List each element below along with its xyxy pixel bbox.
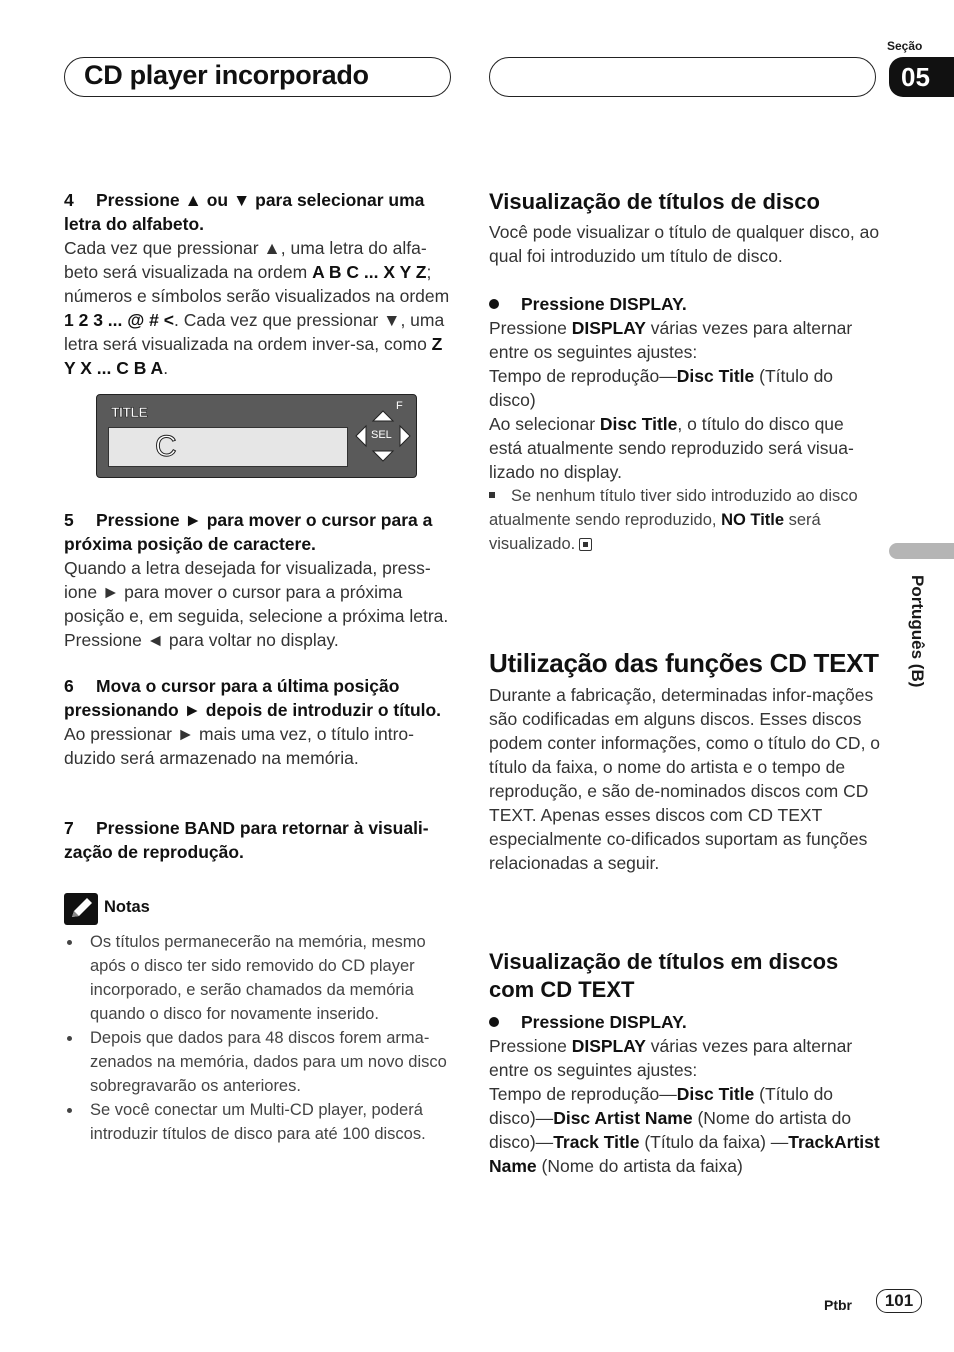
step-number: 6 [64, 676, 74, 696]
sequence-text: 1 2 3 ... @ # < [64, 310, 174, 330]
section-label: Seção [887, 39, 923, 53]
sequence-text: A B C ... X Y Z [312, 262, 427, 282]
text: várias vezes para alternar entre os seguintes ajustes: [489, 318, 853, 362]
text: (Título do disco) [489, 366, 834, 410]
page-number: 101 [876, 1289, 922, 1313]
section-note [489, 484, 881, 556]
end-mark-icon [579, 538, 592, 551]
step-number: 7 [64, 818, 74, 838]
section-heading: Utilização das funções CD TEXT [489, 648, 879, 678]
display-illustration [96, 394, 417, 478]
display-screen [108, 427, 348, 467]
display-cursor-char: C [155, 430, 177, 463]
section-heading: Visualização de títulos de disco [489, 189, 820, 214]
step-heading: Pressione ► para mover o cursor para a próxima posição de caractere. [64, 510, 433, 554]
step-text: . [163, 358, 169, 378]
list-item: Os títulos permanecerão na memória, mesmo após o disco ter sido removido do CD player incorporado, e serão chamados da memória quando o disco for novamente inserido. [64, 930, 456, 1026]
instruction-text: Pressione DISPLAY. [521, 1012, 687, 1032]
instruction-text: Pressione DISPLAY. [521, 294, 687, 314]
text: (Título da faixa) — [639, 1132, 789, 1152]
paragraph [489, 1082, 881, 1178]
step-text: Ao pressionar ► mais uma vez, o título intro-duzido será armazenado na memória. [64, 724, 414, 768]
text: (Nome do artista do disco)— [489, 1108, 852, 1152]
step-text: . Cada vez que pressionar ▼, uma letra será visualizada na ordem inver-sa, como [64, 310, 445, 354]
step-heading: Mova o cursor para a última posição pressionando ► depois de introduzir o título. [64, 676, 442, 720]
language-label: Português (B) [908, 575, 927, 688]
step-5 [64, 508, 454, 652]
notes-title: Notas [104, 898, 150, 916]
step-heading: Pressione ▲ ou ▼ para selecionar uma letra do alfabeto. [64, 190, 425, 234]
text: (Nome do artista da faixa) [536, 1156, 743, 1176]
emphasis: Disc Title [599, 414, 678, 434]
language-tab [889, 543, 954, 559]
step-7 [64, 816, 454, 864]
section-disc-titles [489, 188, 881, 556]
arrow-down-icon [373, 451, 393, 461]
section-cd-text-titles [489, 948, 881, 1178]
step-number: 5 [64, 510, 74, 530]
section-cd-text [489, 648, 881, 875]
notes-list [64, 930, 456, 1146]
step-number: 4 [64, 190, 74, 210]
step-text: Cada vez que pressionar ▲, uma letra do alfa-beto será visualizada na ordem [64, 238, 427, 282]
display-f-label: F [396, 400, 403, 412]
step-6 [64, 674, 454, 770]
text: Tempo de reprodução— [489, 1084, 677, 1104]
text: , o título do disco que está atualmente sendo reproduzido será visua-lizado no display. [489, 414, 854, 482]
section-number: 05 [889, 57, 954, 97]
emphasis: Track Title [553, 1132, 640, 1152]
text: será visualizado. [489, 511, 821, 553]
language-code: Ptbr [824, 1297, 852, 1313]
paragraph [489, 316, 881, 364]
note-pencil-icon [64, 893, 98, 925]
display-title-label: TITLE [111, 404, 148, 420]
display-sel-label: SEL [371, 429, 392, 441]
sequence-text: Z Y X ... C B A [64, 334, 443, 378]
emphasis: TrackArtist Name [489, 1132, 880, 1176]
arrow-left-icon [356, 426, 366, 446]
emphasis: Disc Title [676, 366, 755, 386]
bullet-icon [489, 1017, 499, 1027]
step-4 [64, 188, 454, 380]
text: (Título do disco)— [489, 1084, 834, 1128]
step-text: ; números e símbolos serão visualizados na ordem [64, 262, 450, 306]
text: Se nenhum título tiver sido introduzido ao disco atualmente sendo reproduzido, [489, 487, 858, 529]
section-heading: Visualização de títulos em discos com CD TEXT [489, 949, 839, 1002]
section-body: Durante a fabricação, determinadas infor-mações são codificadas em alguns discos. Esses discos podem conter informações, como o título do CD, o título da faixa, o nome do artista e o tempo de reprodução, e são de-nominados discos com CD TEXT. Apenas esses discos com CD TEXT especialmente co-dificados suportam as funções relacionadas a seguir. [489, 685, 881, 873]
step-text: Quando a letra desejada for visualizada, press-ione ► para mover o cursor para a próxima posição e, em seguida, selecione a próxima letra. Pressione ◄ para voltar no display. [64, 558, 449, 650]
page-title: CD player incorporado [84, 60, 369, 90]
emphasis: NO Title [721, 511, 785, 529]
square-bullet-icon [489, 492, 495, 498]
bullet-icon [489, 299, 499, 309]
paragraph [489, 412, 881, 484]
bullet-instruction [489, 292, 881, 316]
list-item: Se você conectar um Multi-CD player, poderá introduzir títulos de disco para até 100 discos. [64, 1098, 456, 1146]
text: Pressione [489, 1036, 572, 1056]
paragraph [489, 364, 881, 412]
text: Pressione [489, 318, 572, 338]
arrow-up-icon [373, 411, 393, 421]
emphasis: Disc Title [676, 1084, 755, 1104]
emphasis: DISPLAY [571, 1036, 646, 1056]
list-item: Depois que dados para 48 discos forem arma-zenados na memória, dados para um novo disco sobregravarão os anteriores. [64, 1026, 456, 1098]
emphasis: Disc Artist Name [553, 1108, 693, 1128]
text: várias vezes para alternar entre os seguintes ajustes: [489, 1036, 853, 1080]
emphasis: DISPLAY [571, 318, 646, 338]
section-intro: Você pode visualizar o título de qualquer disco, ao qual foi introduzido um título de disco. [489, 222, 880, 266]
arrow-right-icon [400, 426, 410, 446]
bullet-instruction [489, 1010, 881, 1034]
text: Tempo de reprodução— [489, 366, 677, 386]
step-heading: Pressione BAND para retornar à visuali-zação de reprodução. [64, 818, 429, 862]
text: Ao selecionar [489, 414, 600, 434]
header-blank-frame [489, 57, 876, 97]
paragraph [489, 1034, 881, 1082]
